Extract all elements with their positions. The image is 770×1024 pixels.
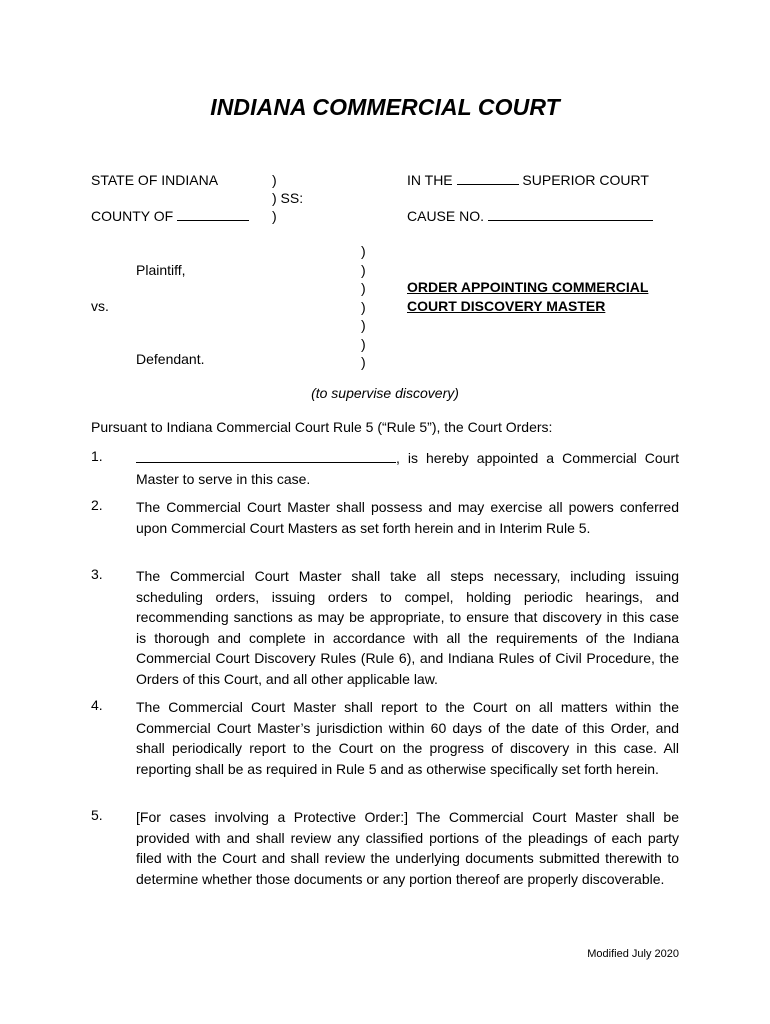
paren: ) bbox=[361, 317, 366, 333]
paren: ) bbox=[361, 354, 366, 370]
paren: ) bbox=[361, 335, 366, 352]
item-number: 4. bbox=[91, 697, 103, 713]
caption-paren-top: ) bbox=[272, 172, 277, 188]
county-line bbox=[91, 208, 249, 224]
state-label: STATE OF INDIANA bbox=[91, 172, 219, 188]
cause-label: CAUSE NO. bbox=[407, 208, 485, 224]
paren: ) bbox=[361, 243, 366, 259]
order-title-line-2: COURT DISCOVERY MASTER bbox=[407, 298, 606, 314]
footer-revision: Modified July 2020 bbox=[587, 948, 679, 960]
item-number: 5. bbox=[91, 807, 103, 823]
order-title-line-1: ORDER APPOINTING COMMERCIAL bbox=[407, 279, 649, 295]
document-title: INDIANA COMMERCIAL COURT bbox=[210, 94, 560, 120]
cause-number-blank[interactable] bbox=[488, 219, 653, 221]
county-label: COUNTY OF bbox=[91, 208, 174, 224]
item-text: , is hereby appointed a Commercial Court Master to serve in this case. bbox=[136, 450, 679, 487]
court-suffix: SUPERIOR COURT bbox=[522, 172, 649, 188]
court-line bbox=[407, 172, 649, 188]
order-title bbox=[407, 278, 648, 316]
item-text: [For cases involving a Protective Order:] The Commercial Court Master shall be provided with and shall review any classified portions of the pleadings of each party filed with the Court and shall review the underlying documents submitted therewith to determine whether those documents or any portion thereof are properly discoverable. bbox=[136, 809, 679, 887]
intro-paragraph: Pursuant to Indiana Commercial Court Rule 5 (“Rule 5”), the Court Orders: bbox=[91, 419, 553, 435]
cause-line bbox=[407, 208, 653, 224]
subtitle: (to supervise discovery) bbox=[311, 385, 459, 401]
defendant-label: Defendant. bbox=[136, 351, 205, 367]
paren: ) bbox=[361, 298, 366, 315]
ss-label: ) SS: bbox=[272, 190, 304, 206]
parties-paren-column bbox=[361, 242, 366, 372]
paren: ) bbox=[361, 261, 366, 278]
court-blank[interactable] bbox=[457, 183, 519, 185]
item-text: The Commercial Court Master shall take all steps necessary, including issuing scheduling orders, issuing orders to compel, holding periodic hearings, and recommending sanctions as may be appropriate, to ensure that discovery in this case is thorough and complete in accordance with all the requirements of the Indiana Commercial Court Discovery Rules (Rule 6), and Indiana Rules of Civil Procedure, the Orders of this Court, and all other applicable law. bbox=[136, 568, 679, 687]
item-number: 1. bbox=[91, 448, 103, 464]
county-blank[interactable] bbox=[177, 219, 249, 221]
item-number: 3. bbox=[91, 566, 103, 582]
master-name-blank[interactable] bbox=[136, 461, 396, 463]
item-text: The Commercial Court Master shall report to the Court on all matters within the Commercial Court Master’s jurisdiction within 60 days of the date of this Order, and shall periodically report to the Court on the progress of discovery in this case. All reporting shall be as required in Rule 5 and as otherwise specifically set forth herein. bbox=[136, 699, 679, 777]
vs-label: vs. bbox=[91, 298, 109, 314]
caption-paren-bottom: ) bbox=[272, 208, 277, 224]
item-text: The Commercial Court Master shall possess and may exercise all powers conferred upon Commercial Court Masters as set forth herein and in Interim Rule 5. bbox=[136, 499, 679, 536]
item-number: 2. bbox=[91, 497, 103, 513]
plaintiff-label: Plaintiff, bbox=[136, 262, 186, 278]
court-prefix: IN THE bbox=[407, 172, 453, 188]
paren: ) bbox=[361, 280, 366, 296]
